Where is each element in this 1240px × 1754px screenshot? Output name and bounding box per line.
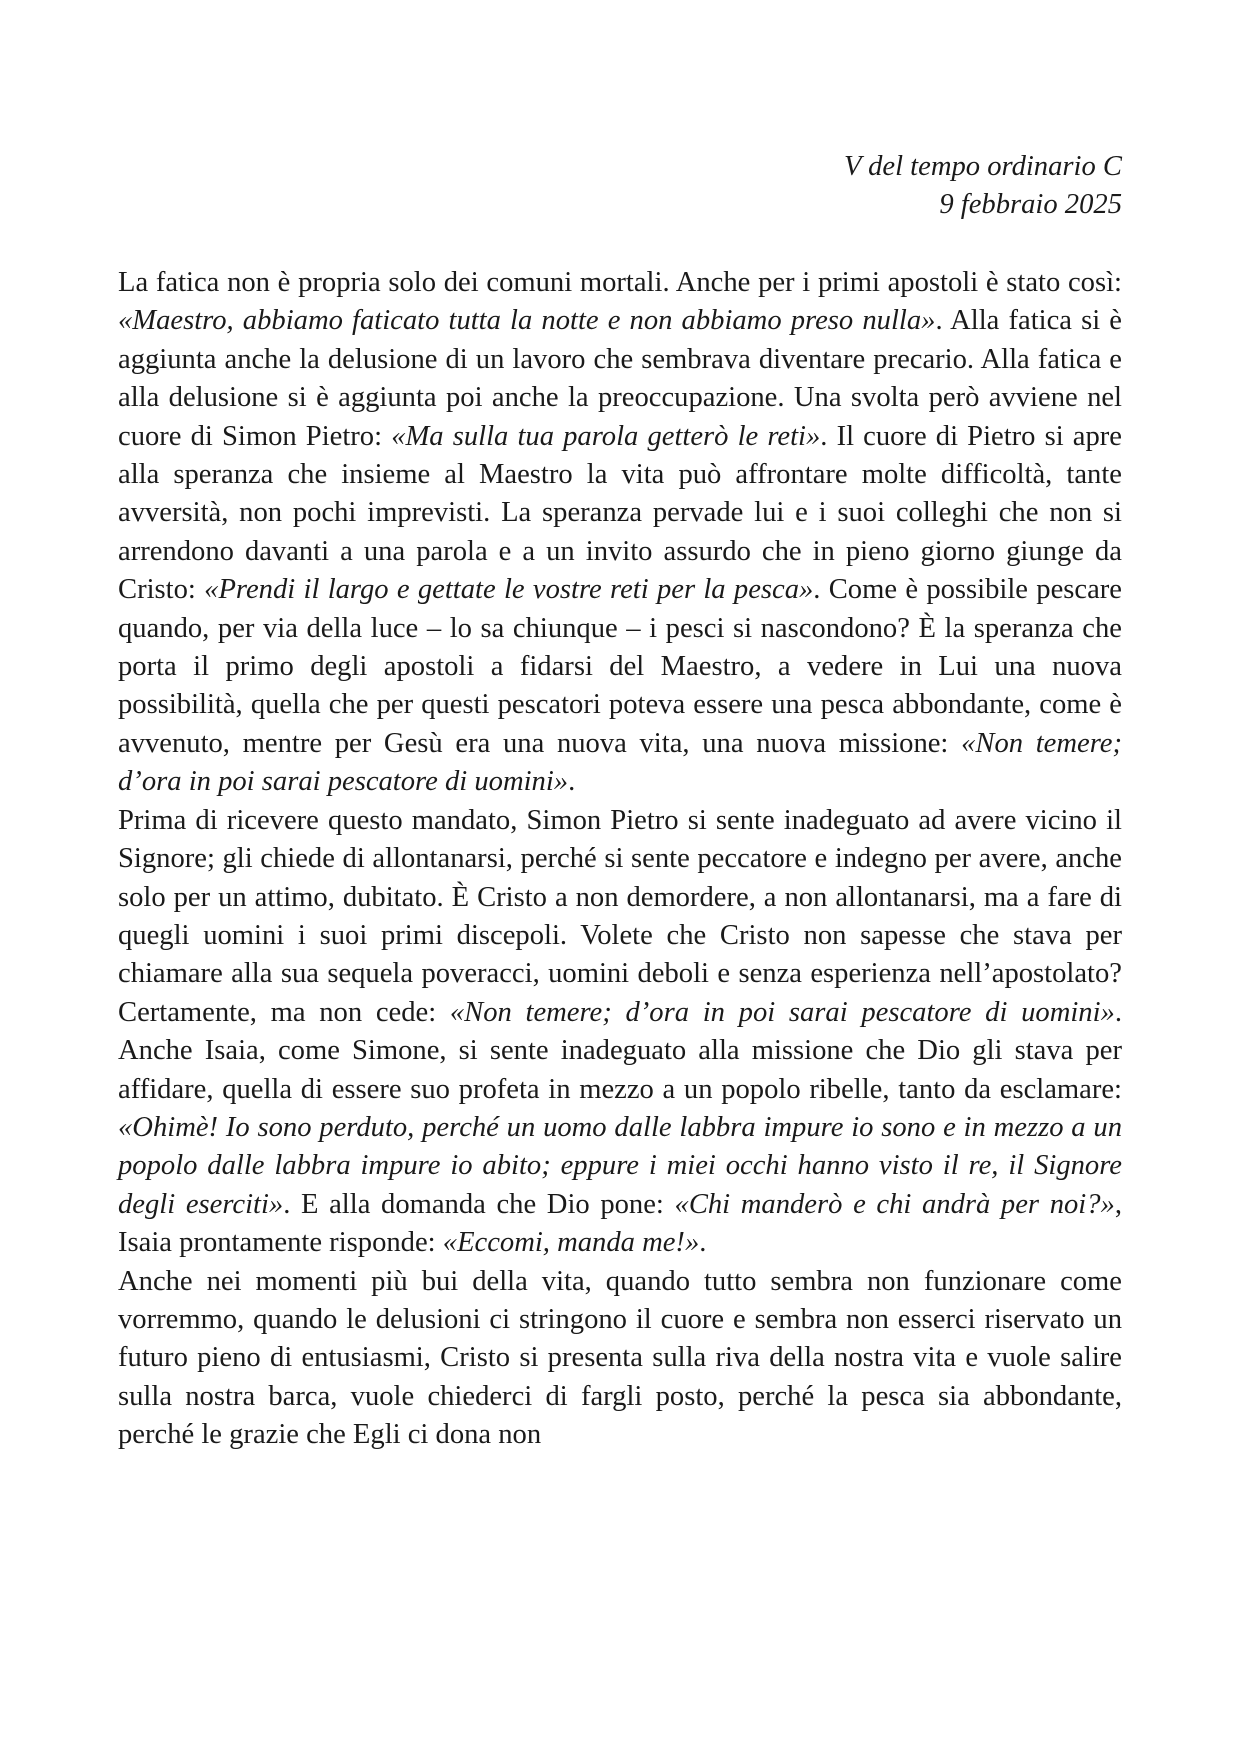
liturgical-title: V del tempo ordinario C [844,151,1122,182]
paragraph [118,802,1122,1263]
date-line: 9 febbraio 2025 [939,189,1122,220]
paragraph [118,264,1122,802]
body-text [118,264,1122,1455]
text-segment: . Come è possibile pescare quando, per via della luce – lo sa chiunque – i pesci si nascondono? È la speranza che porta il primo degli apostoli a fidarsi del Maestro, a vedere in Lui una nuova possibilità, quella che per questi pescatori poteva essere una pesca abbondante, come è avvenuto, mentre per Gesù era una nuova vita, una nuova missione: [118,574,1122,759]
text-segment: . Anche Isaia, come Simone, si sente inadeguato alla missione che Dio gli stava per affidare, quella di essere suo profeta in mezzo a un popolo ribelle, tanto da esclamare: [118,996,1122,1105]
scripture-quote: «Maestro, abbiamo faticato tutta la notte e non abbiamo preso nulla» [118,305,936,337]
scripture-quote: «Chi manderò e chi andrà per noi?» [674,1188,1115,1220]
text-segment: Prima di ricevere questo mandato, Simon Pietro si sente inadeguato ad avere vicino il Signore; gli chiede di allontanarsi, perché si sente peccatore e indegno per avere, anche solo per un attimo, dubitato. È Cristo a non demordere, a non allontanarsi, ma a fare di quegli uomini i suoi primi discepoli. Volete che Cristo non sapesse che stava per chiamare alla sua sequela poveracci, uomini deboli e senza esperienza nell’apostolato? Certamente, ma non cede: [118,804,1122,1028]
text-segment: . E alla domanda che Dio pone: [283,1188,675,1220]
document-page [118,148,1122,1455]
scripture-quote: «Prendi il largo e gettate le vostre reti per la pesca» [204,574,814,606]
text-segment: , Isaia prontamente risponde: [118,1188,1122,1259]
text-segment: . [568,766,576,798]
scripture-quote: «Ohimè! Io sono perduto, perché un uomo dalle labbra impure io sono e in mezzo a un popolo dalle labbra impure io abito; eppure i miei occhi hanno visto il re, il Signore degli eserciti» [118,1111,1122,1220]
text-segment: La fatica non è propria solo dei comuni mortali. Anche per i primi apostoli è stato così: [118,267,1122,298]
text-segment: . Alla fatica si è aggiunta anche la delusione di un lavoro che sembrava diventare precario. Alla fatica e alla delusione si è aggiunta poi anche la preoccupazione. Una svolta però avviene nel cuore di Simon Pietro: [118,305,1122,452]
text-segment: . [699,1227,707,1259]
text-segment: . Il cuore di Pietro si apre alla speranza che insieme al Maestro la vita può affrontare molte difficoltà, tante avversità, non pochi imprevisti. La speranza pervade lui e i suoi colleghi che non si arrendono davanti a una parola e a un invito assurdo che in pieno giorno giunge da Cristo: [118,420,1122,606]
scripture-quote: «Non temere; d’ora in poi sarai pescatore di uomini» [449,996,1115,1028]
paragraph [118,1263,1122,1455]
header [118,148,1122,224]
text-segment: Anche nei momenti più bui della vita, quando tutto sembra non funzionare come vorremmo, quando le delusioni ci stringono il cuore e sembra non esserci riservato un futuro pieno di entusiasmi, Cristo si presenta sulla riva della nostra vita e vuole salire sulla nostra barca, vuole chiederci di fargli posto, perché la pesca sia abbondante, perché le grazie che Egli ci dona non [118,1265,1122,1451]
scripture-quote: «Ma sulla tua parola getterò le reti» [391,420,821,452]
scripture-quote: «Eccomi, manda me!» [442,1227,700,1259]
scripture-quote: «Non temere; d’ora in poi sarai pescatore di uomini» [118,727,1122,798]
